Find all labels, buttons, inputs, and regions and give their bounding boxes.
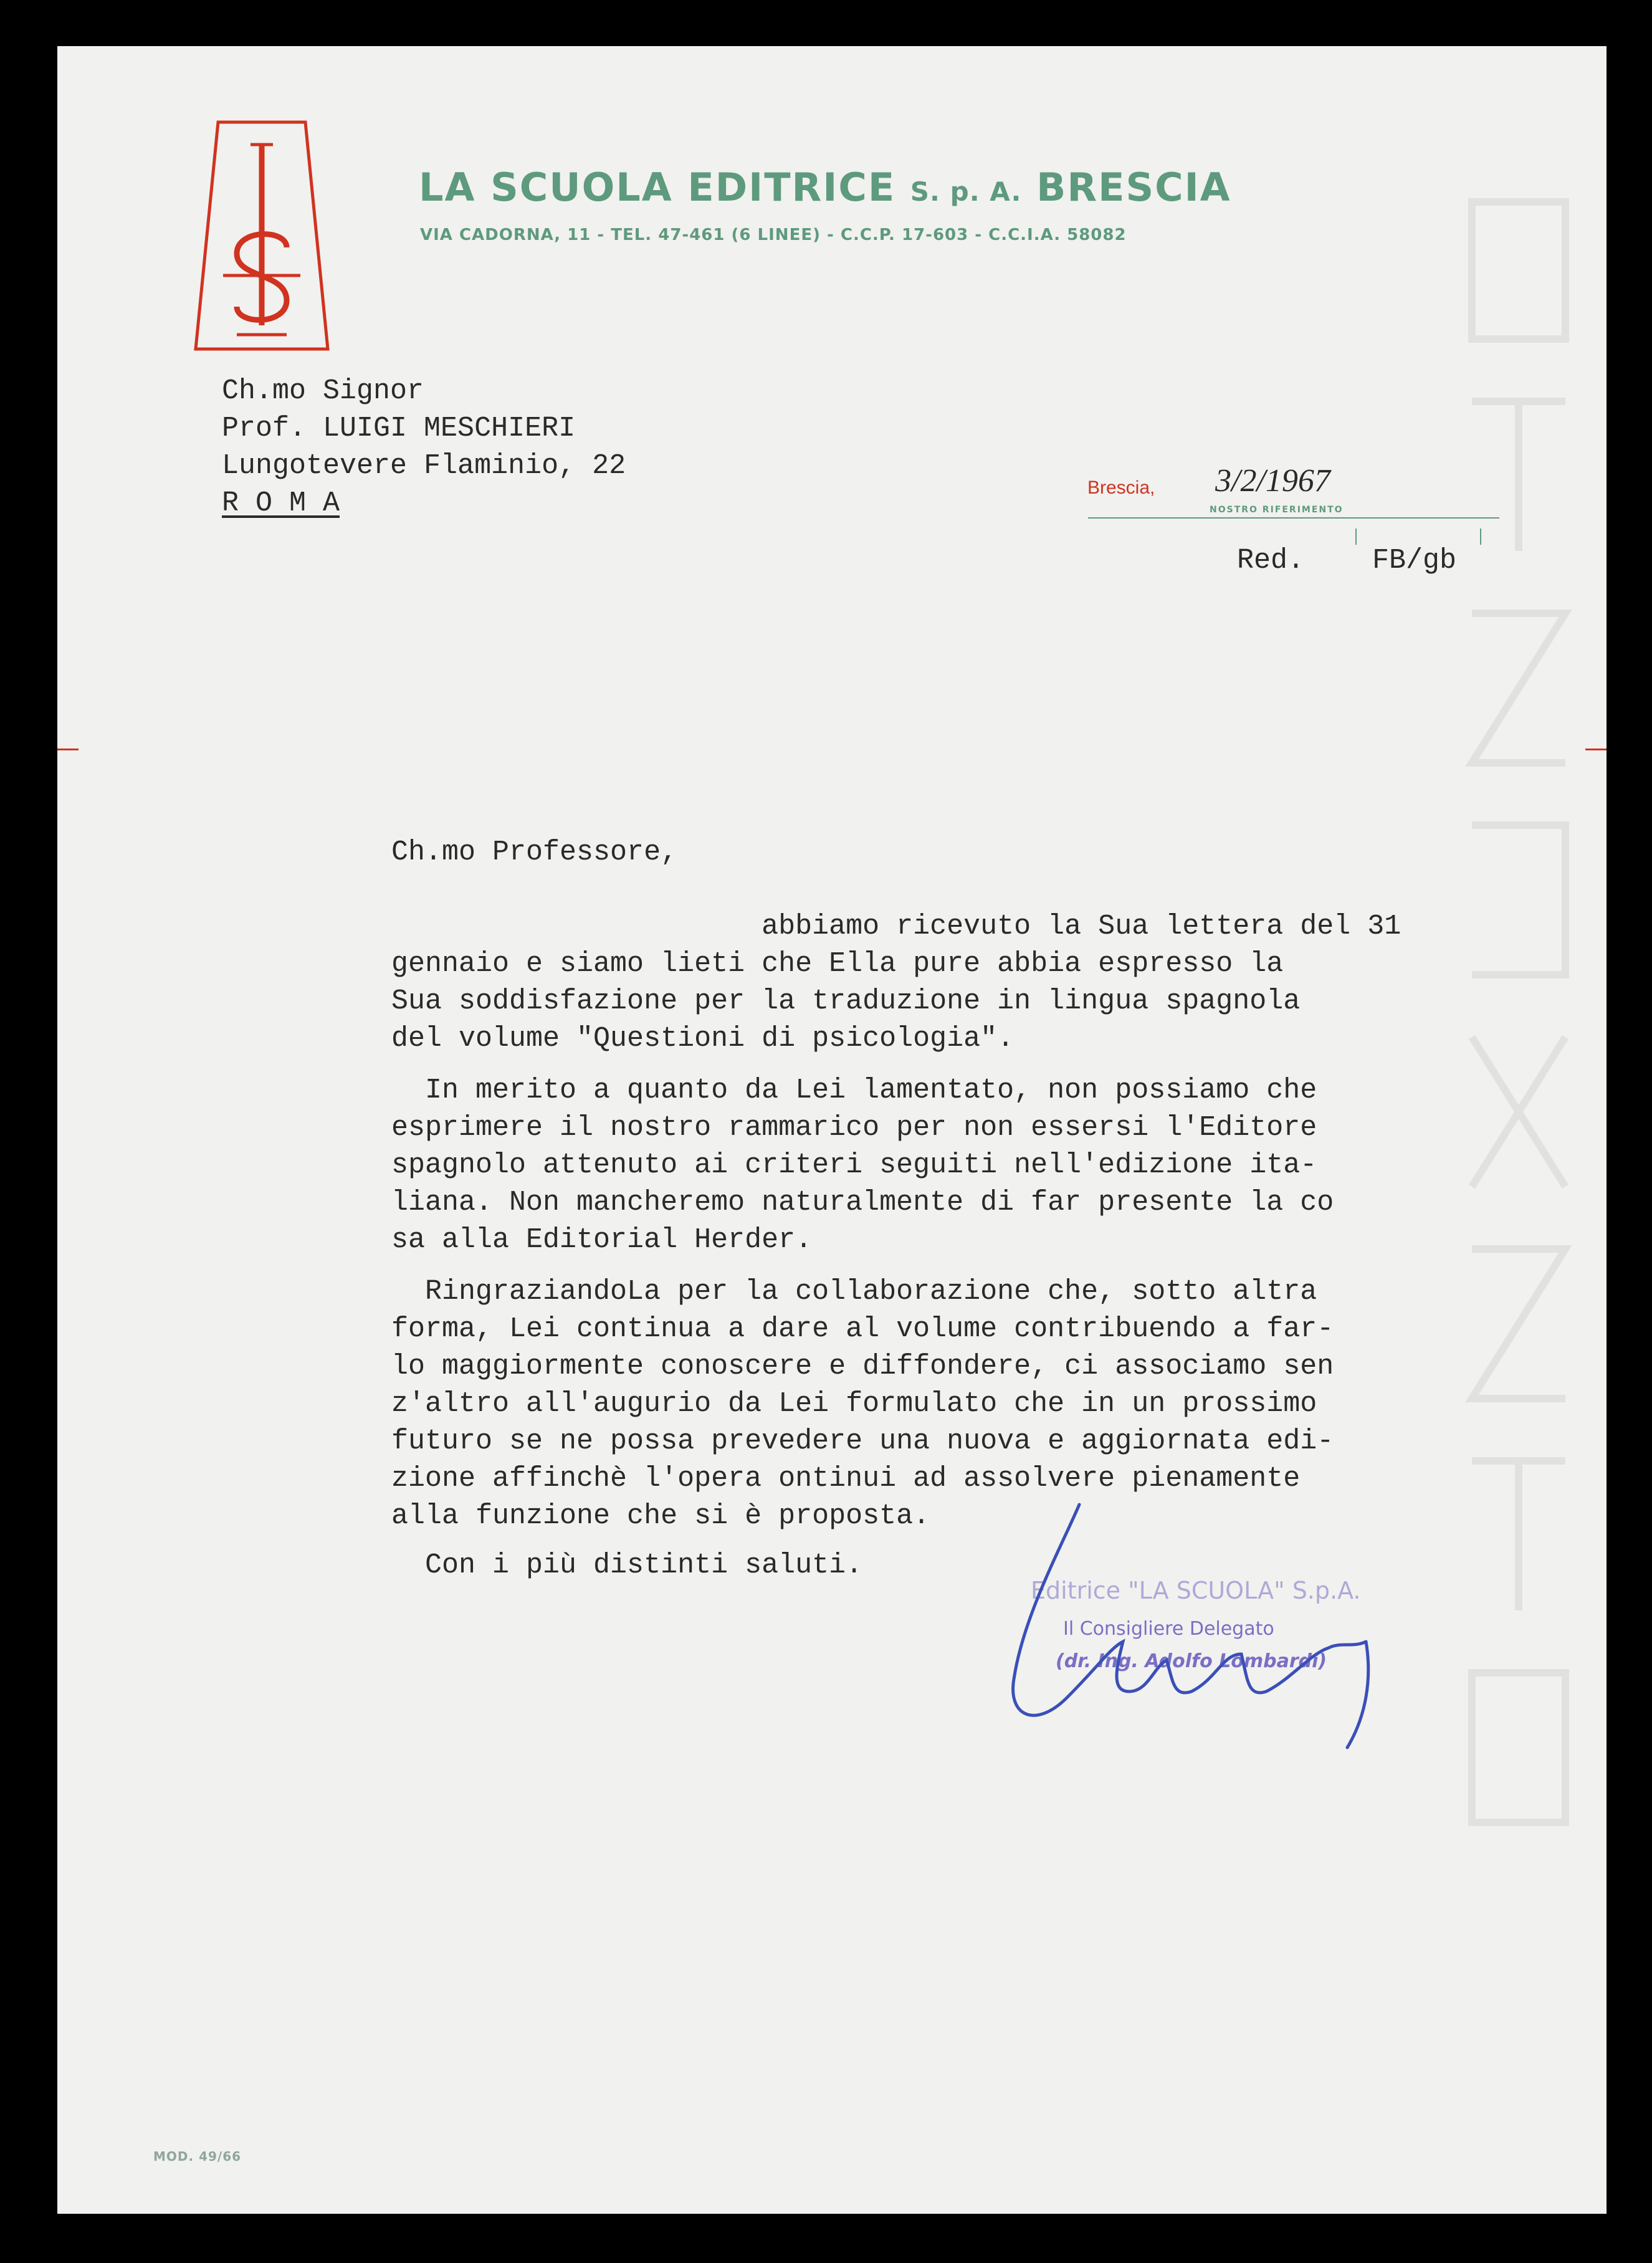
fold-mark-right (1585, 749, 1607, 750)
publisher-logo (193, 120, 330, 352)
form-code: MOD. 49/66 (153, 2149, 242, 2164)
body-line: z'altro all'augurio da Lei formulato che in un prossimo (391, 1388, 1317, 1420)
body-line: RingraziandoLa per la collaborazione che, sotto altra (391, 1276, 1317, 1308)
company-title: LA SCUOLA EDITRICE (419, 165, 896, 210)
reference-tick (1355, 529, 1357, 545)
body-line: gennaio e siamo lieti che Ella pure abbia espresso la (391, 948, 1284, 980)
reference-rule (1088, 517, 1499, 519)
stamp-signatory: (dr. Ing. Adolfo Lombardi) (1056, 1650, 1327, 1672)
body-line: zione affinchè l'opera ontinui ad assolvere pienamente (391, 1463, 1301, 1495)
body-line: In merito a quanto da Lei lamentato, non possiamo che (391, 1074, 1317, 1106)
body-line: lo maggiormente conoscere e diffondere, ci associamo sen (391, 1351, 1334, 1382)
closing: Con i più distinti saluti. (391, 1549, 863, 1581)
recipient-city: R O M A (222, 487, 340, 519)
greeting: Ch.mo Professore, (391, 836, 678, 868)
body-line: liana. Non mancheremo naturalmente di far presente la co (391, 1187, 1334, 1218)
company-address: VIA CADORNA, 11 - TEL. 47-461 (6 LINEE) - C.C.P. 17-603 - C.C.I.A. 58082 (420, 226, 1127, 244)
body-line: forma, Lei continua a dare al volume contribuendo a far- (391, 1313, 1334, 1345)
reference-red: Red. (1237, 545, 1305, 577)
dateline-place: Brescia, (1087, 477, 1155, 498)
reference-initials: FB/gb (1372, 545, 1457, 577)
watermark-decoration (1447, 165, 1590, 1847)
company-legal-form: S. p. A. (910, 176, 1022, 207)
body-line: futuro se ne possa prevedere una nuova e aggiornata edi- (391, 1425, 1334, 1457)
body-line: del volume "Questioni di psicologia". (391, 1023, 1015, 1055)
stamp-title: Il Consigliere Delegato (1063, 1618, 1274, 1640)
recipient-salutation: Ch.mo Signor (222, 375, 424, 407)
body-line: Sua soddisfazione per la traduzione in lingua spagnola (391, 985, 1301, 1017)
recipient-street: Lungotevere Flaminio, 22 (222, 450, 626, 482)
company-name (419, 165, 1231, 210)
dateline-date: 3/2/1967 (1215, 463, 1330, 499)
letter-sheet (57, 46, 1607, 2214)
body-line: sa alla Editorial Herder. (391, 1224, 813, 1256)
body-line: abbiamo ricevuto la Sua lettera del 31 (391, 911, 1401, 942)
reference-tick (1480, 529, 1481, 545)
stamp-company: Editrice "LA SCUOLA" S.p.A. (1031, 1577, 1361, 1604)
recipient-name: Prof. LUIGI MESCHIERI (222, 413, 576, 444)
reference-label: NOSTRO RIFERIMENTO (1210, 505, 1344, 515)
fold-mark-left (57, 749, 79, 750)
handwritten-signature (967, 1492, 1441, 1754)
body-line: esprimere il nostro rammarico per non essersi l'Editore (391, 1112, 1317, 1144)
company-city: BRESCIA (1036, 165, 1231, 210)
body-line: alla funzione che si è proposta. (391, 1500, 930, 1532)
body-line: spagnolo attenuto ai criteri seguiti nell'edizione ita- (391, 1149, 1317, 1181)
